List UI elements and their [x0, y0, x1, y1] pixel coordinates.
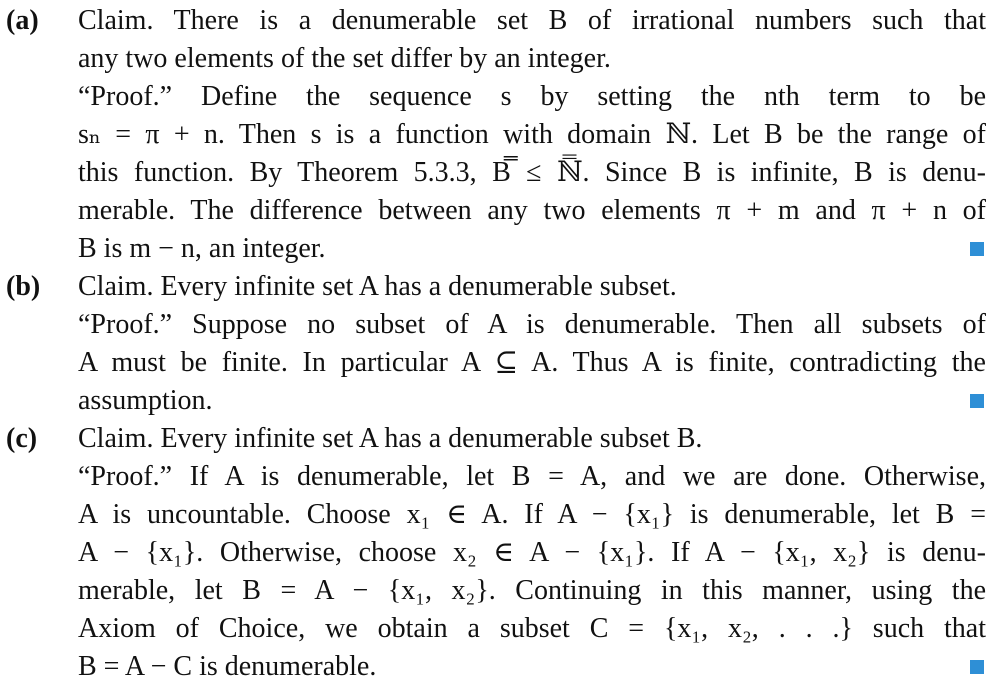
qed-square-icon: [970, 242, 984, 256]
text-line: B is m − n, an integer.: [78, 233, 326, 264]
text-line: “Proof.” Define the sequence s by setting the nth term to be: [78, 81, 986, 112]
text-line: Claim. There is a denumerable set B of irrational numbers such that: [78, 5, 986, 36]
item-label: (c): [6, 423, 38, 454]
text-line: any two elements of the set differ by an integer.: [78, 43, 611, 74]
text-line: assumption.: [78, 385, 213, 416]
text-line: A must be finite. In particular A ⊆ A. Thus A is finite, contradicting the: [78, 347, 986, 378]
text-line: Claim. Every infinite set A has a denumerable subset.: [78, 271, 677, 302]
text-line: “Proof.” Suppose no subset of A is denumerable. Then all subsets of: [78, 309, 986, 340]
text-line: merable, let B = A − {x₁, x₂}. Continuing in this manner, using the: [78, 575, 986, 606]
text-line: B = A − C is denumerable.: [78, 651, 377, 682]
text-line: Claim. Every infinite set A has a denumerable subset B.: [78, 423, 703, 454]
item-body: [78, 420, 986, 686]
text-line: this function. By Theorem 5.3.3, B̿ ≤ ℕ̿. Since B is infinite, B is denu-: [78, 157, 986, 188]
text-line: A − {x₁}. Otherwise, choose x₂ ∈ A − {x₁}. If A − {x₁, x₂} is denu-: [78, 537, 986, 568]
text-line: A is uncountable. Choose x₁ ∈ A. If A − {x₁} is denumerable, let B =: [78, 499, 986, 530]
text-line: Axiom of Choice, we obtain a subset C = {x₁, x₂, . . .} such that: [78, 613, 986, 644]
text-line: “Proof.” If A is denumerable, let B = A, and we are done. Otherwise,: [78, 461, 986, 492]
item-label: (a): [6, 5, 39, 36]
item-label: (b): [6, 271, 41, 302]
item-body: [78, 268, 986, 420]
text-line: sₙ = π + n. Then s is a function with domain ℕ. Let B be the range of: [78, 119, 986, 150]
item-body: [78, 2, 986, 268]
text-line: merable. The difference between any two elements π + m and π + n of: [78, 195, 986, 226]
qed-square-icon: [970, 394, 984, 408]
qed-square-icon: [970, 660, 984, 674]
